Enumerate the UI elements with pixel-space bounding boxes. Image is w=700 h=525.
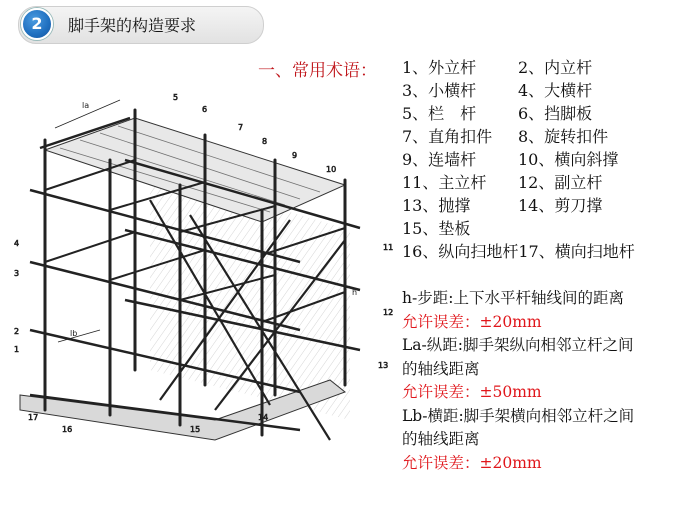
callout-7: 7 [238,123,244,132]
definition-line: 允许误差：±50mm [402,383,542,401]
term-item [518,240,694,263]
term-row [402,171,694,194]
term-item: 11、主立杆 [402,173,487,192]
callout-4: 4 [14,239,20,248]
term-row [402,56,694,79]
terms-list [402,56,694,263]
definition-line: h-步距:上下水平杆轴线间的距离 [402,289,624,307]
la-label: la [82,101,90,110]
term-row [402,102,694,125]
term-row [402,217,694,240]
term-item: 13、抛撑 [402,196,471,215]
definition-line: 的轴线距离 [402,430,480,448]
definition-line: 允许误差：±20mm [402,453,542,472]
callout-5: 5 [173,93,179,102]
term-item: 10、横向斜撑 [518,150,619,169]
callout-6: 6 [202,105,208,114]
callout-3: 3 [14,269,20,278]
callout-14: 14 [258,413,269,422]
term-item: 12、副立杆 [518,173,603,192]
terms-heading: 一、常用术语： [258,61,377,81]
definition-line: La-纵距:脚手架纵向相邻立杆之间 [402,336,634,354]
section-number-badge: 2 [21,8,53,40]
callout-13: 13 [378,361,389,370]
section-title: 脚手架的构造要求 [68,16,197,35]
term-item: 2、内立杆 [518,58,593,77]
callout-10: 10 [326,165,337,174]
definition-line: 允许误差：±20mm [402,312,542,331]
term-item: 15、垫板 [402,219,471,238]
term-item: 5、栏 杆 [402,104,477,123]
callout-11: 11 [383,243,394,252]
term-row [402,79,694,102]
callout-17: 17 [28,413,39,422]
callout-16: 16 [62,425,73,434]
term-item: 3、小横杆 [402,81,477,100]
callout-1: 1 [14,345,20,354]
callout-12: 12 [383,308,394,317]
term-item: 1、外立杆 [402,58,477,77]
callout-8: 8 [262,137,268,146]
term-row [402,148,694,171]
definition-line: 的轴线距离 [402,359,480,378]
term-item: 9、连墙杆 [402,150,477,169]
definition-line: Lb-横距:脚手架横向相邻立杆之间 [402,406,635,425]
term-item: 8、旋转扣件 [518,127,609,146]
lb-label: lb [70,329,78,338]
callout-2: 2 [14,327,20,336]
term-row [402,194,694,217]
term-item: 14、剪刀撑 [518,196,603,215]
definitions-list [402,287,696,475]
term-item: 16、纵向扫地杆17、横向扫地杆 [402,242,635,261]
term-row [402,240,694,263]
h-label: h [352,288,358,297]
term-item: 7、直角扣件 [402,127,493,146]
term-row [402,125,694,148]
term-item: 4、大横杆 [518,81,593,100]
scaffold-diagram [0,70,400,520]
callout-9: 9 [292,151,298,160]
callout-15: 15 [190,425,201,434]
term-item: 6、挡脚板 [518,104,593,123]
term-item [518,217,694,240]
